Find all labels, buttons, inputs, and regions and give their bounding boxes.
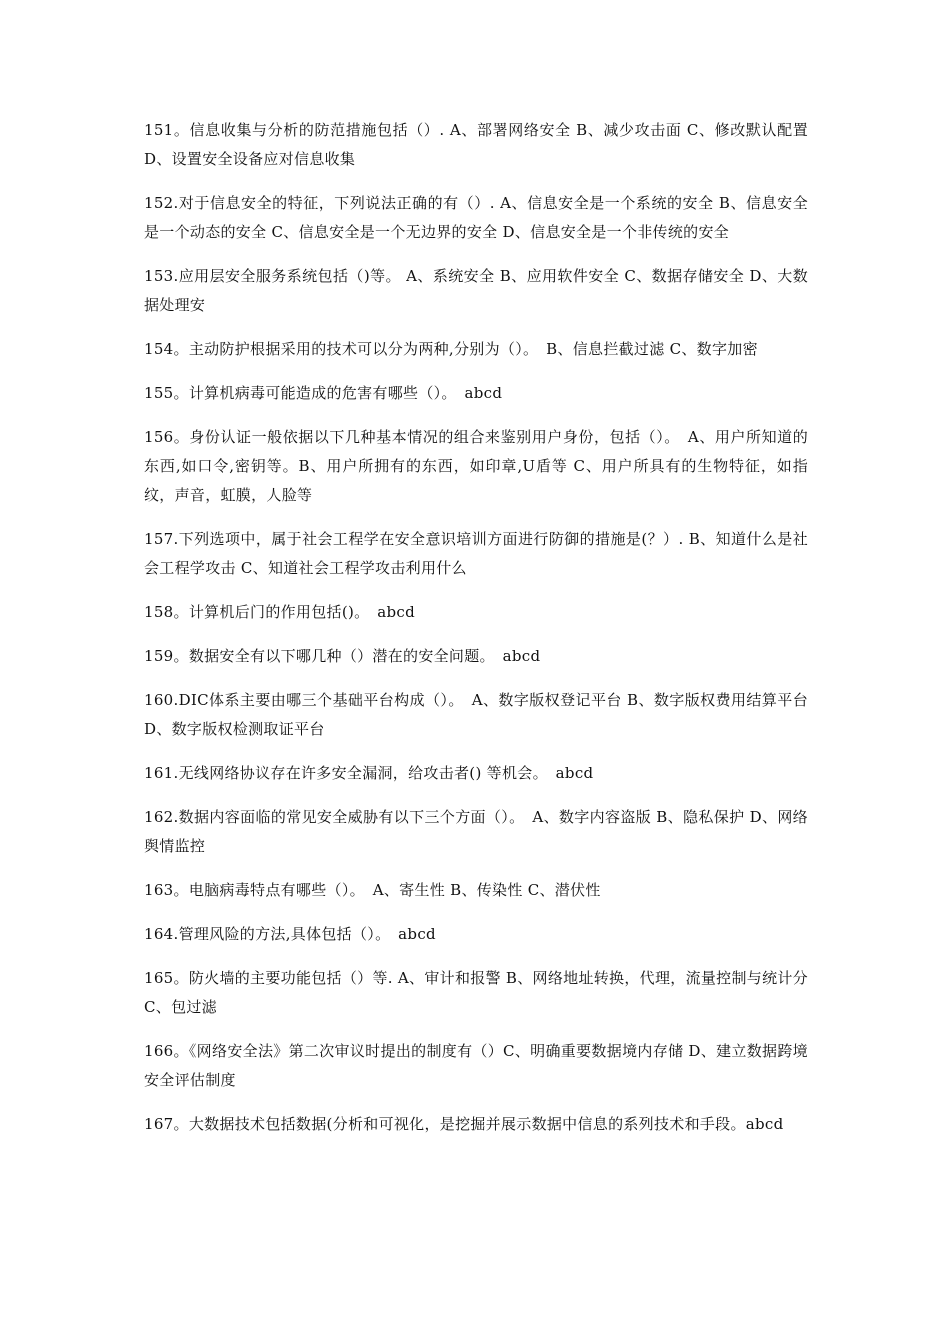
question-list (144, 116, 808, 1154)
question-160: 160.DIC体系主要由哪三个基础平台构成（）。 A、数字版权登记平台 B、数字版权费用结算平台 D、数字版权检测取证平台 (144, 691, 808, 738)
question-162: 162.数据内容面临的常见安全威胁有以下三个方面（）。 A、数字内容盗版 B、隐私保护 D、网络舆情监控 (144, 808, 808, 855)
question-154: 154。主动防护根据采用的技术可以分为两种,分别为（）。 B、信息拦截过滤 C、数字加密 (144, 340, 758, 358)
question-163: 163。电脑病毒特点有哪些（）。 A、寄生性 B、传染性 C、潜伏性 (144, 881, 601, 899)
question-155: 155。计算机病毒可能造成的危害有哪些（）。 abcd (144, 384, 503, 402)
question-165: 165。防火墙的主要功能包括（）等. A、审计和报警 B、网络地址转换，代理，流量控制与统计分 C、包过滤 (144, 969, 808, 1016)
question-161: 161.无线网络协议存在许多安全漏洞，给攻击者() 等机会。 abcd (144, 764, 594, 782)
question-158: 158。计算机后门的作用包括()。 abcd (144, 603, 415, 621)
question-159: 159。数据安全有以下哪几种（）潜在的安全问题。 abcd (144, 647, 541, 665)
question-157: 157.下列选项中，属于社会工程学在安全意识培训方面进行防御的措施是(？）. B、知道什么是社会工程学攻击 C、知道社会工程学攻击利用什么 (144, 530, 808, 577)
question-153: 153.应用层安全服务系统包括（)等。 A、系统安全 B、应用软件安全 C、数据存储安全 D、大数据处理安 (144, 267, 808, 314)
question-152: 152.对于信息安全的特征，下列说法正确的有（）. A、信息安全是一个系统的安全 B、信息安全是一个动态的安全 C、信息安全是一个无边界的安全 D、信息安全是一个非传统的安全 (144, 194, 808, 241)
question-166: 166。《网络安全法》第二次审议时提出的制度有（）C、明确重要数据境内存储 D、建立数据跨境安全评估制度 (144, 1042, 808, 1089)
question-156: 156。身份认证一般依据以下几种基本情况的组合来鉴别用户身份，包括（）。 A、用户所知道的东西,如口令,密钥等。B、用户所拥有的东西，如印章,U盾等 C、用户所具有的生物特征，如指纹，声音，虹膜，人脸等 (144, 428, 808, 504)
question-167: 167。大数据技术包括数据(分析和可视化，是挖掘并展示数据中信息的系列技术和手段。abcd (144, 1115, 784, 1133)
question-151: 151。信息收集与分析的防范措施包括（）. A、部署网络安全 B、减少攻击面 C、修改默认配置 D、设置安全设备应对信息收集 (144, 121, 808, 168)
question-164: 164.管理风险的方法,具体包括（）。 abcd (144, 925, 436, 943)
